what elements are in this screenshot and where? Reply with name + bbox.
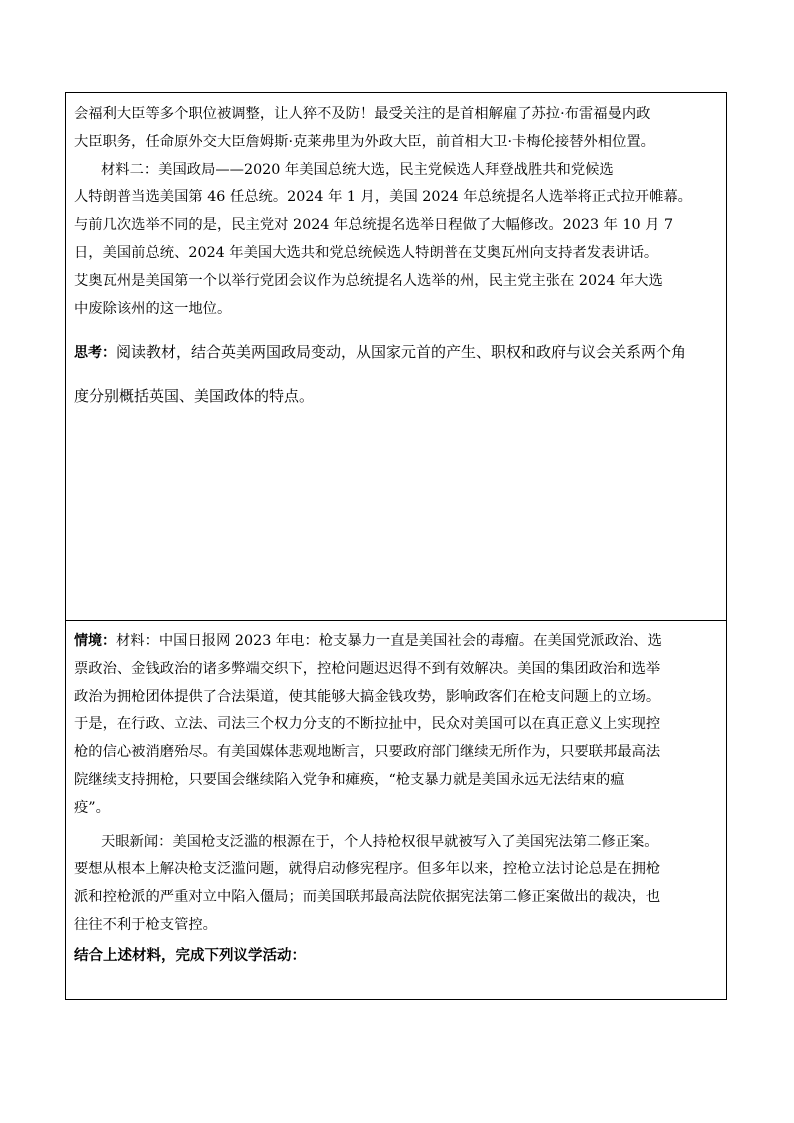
think-question-cont: 度分别概括英国、美国政体的特点。 [74,387,315,406]
material-two-line: 中废除该州的这一地位。 [74,300,232,317]
row-divider [66,620,726,621]
news-line: 天眼新闻：美国枪支泛滥的根源在于，个人持枪权很早就被写入了美国宪法第二修正案。 [101,833,659,850]
content-table [65,92,727,1000]
news-line: 派和控枪派的严重对立中陷入僵局；而美国联邦最高法院依据宪法第二修正案做出的裁决，也 [74,889,661,906]
situation-line [74,628,720,656]
news-line: 要想从根本上解决枪支泛滥问题，就得启动修宪程序。但多年以来，控枪立法讨论总是在拥枪 [74,861,661,878]
think-question [74,338,720,367]
lower-cell [74,628,720,984]
upper-cell [74,101,720,425]
think-label: 思考： [74,345,116,362]
situation-line: 票政治、金钱政治的诸多弊端交织下，控枪问题迟迟得不到有效解决。美国的集团政治和选举 [74,660,661,677]
material-two-line: 与前几次选举不同的是，民主党对 2024 年总统提名选举日程做了大幅修改。2023 年 10 月 7 [74,217,674,234]
think-text: 阅读教材，结合英美两国政局变动，从国家元首的产生、职权和政府与议会关系两个角 [116,343,687,362]
material-two-line: 艾奥瓦州是美国第一个以举行党团会议作为总统提名人选举的州，民主党主张在 2024 年大选 [74,272,663,289]
material-two-line: 人特朗普当选美国第 46 任总统。2024 年 1 月，美国 2024 年总统提名人选举将正式拉开帷幕。 [74,189,692,206]
news-line: 往往不利于枪支管控。 [74,916,217,933]
situation-line: 于是，在行政、立法、司法三个权力分支的不断拉扯中，民众对美国可以在真正意义上实现控 [74,716,661,733]
activity-prompt: 结合上述材料，完成下列议学活动： [74,947,306,964]
text-line: 大臣职务，任命原外交大臣詹姆斯·克莱弗里为外政大臣，前首相大卫·卡梅伦接替外相位置。 [74,133,655,150]
situation-line: 院继续支持拥枪，只要国会继续陷入党争和瘫痪，“枪支暴力就是美国永远无法结束的瘟 [74,771,625,788]
situation-label: 情境： [74,633,116,649]
material-two-line: 日，美国前总统、2024 年美国大选共和党总统候选人特朗普在艾奥瓦州向支持者发表讲话。 [74,244,659,261]
situation-text: 材料：中国日报网 2023 年电：枪支暴力一直是美国社会的毒瘤。在美国党派政治、选 [116,633,662,649]
material-two-line: 材料二：美国政局——2020 年美国总统大选，民主党候选人拜登战胜共和党候选 [101,161,614,178]
situation-line: 政治为拥枪团体提供了合法渠道，使其能够大搞金钱攻势，影响政客们在枪支问题上的立场。 [74,688,661,705]
situation-line: 疫”。 [74,799,110,816]
text-line: 会福利大臣等多个职位被调整，让人猝不及防！最受关注的是首相解雇了苏拉·布雷福曼内政 [74,106,651,122]
situation-line: 枪的信心被消磨殆尽。有美国媒体悲观地断言，只要政府部门继续无所作为，只要联邦最高法 [74,744,661,761]
